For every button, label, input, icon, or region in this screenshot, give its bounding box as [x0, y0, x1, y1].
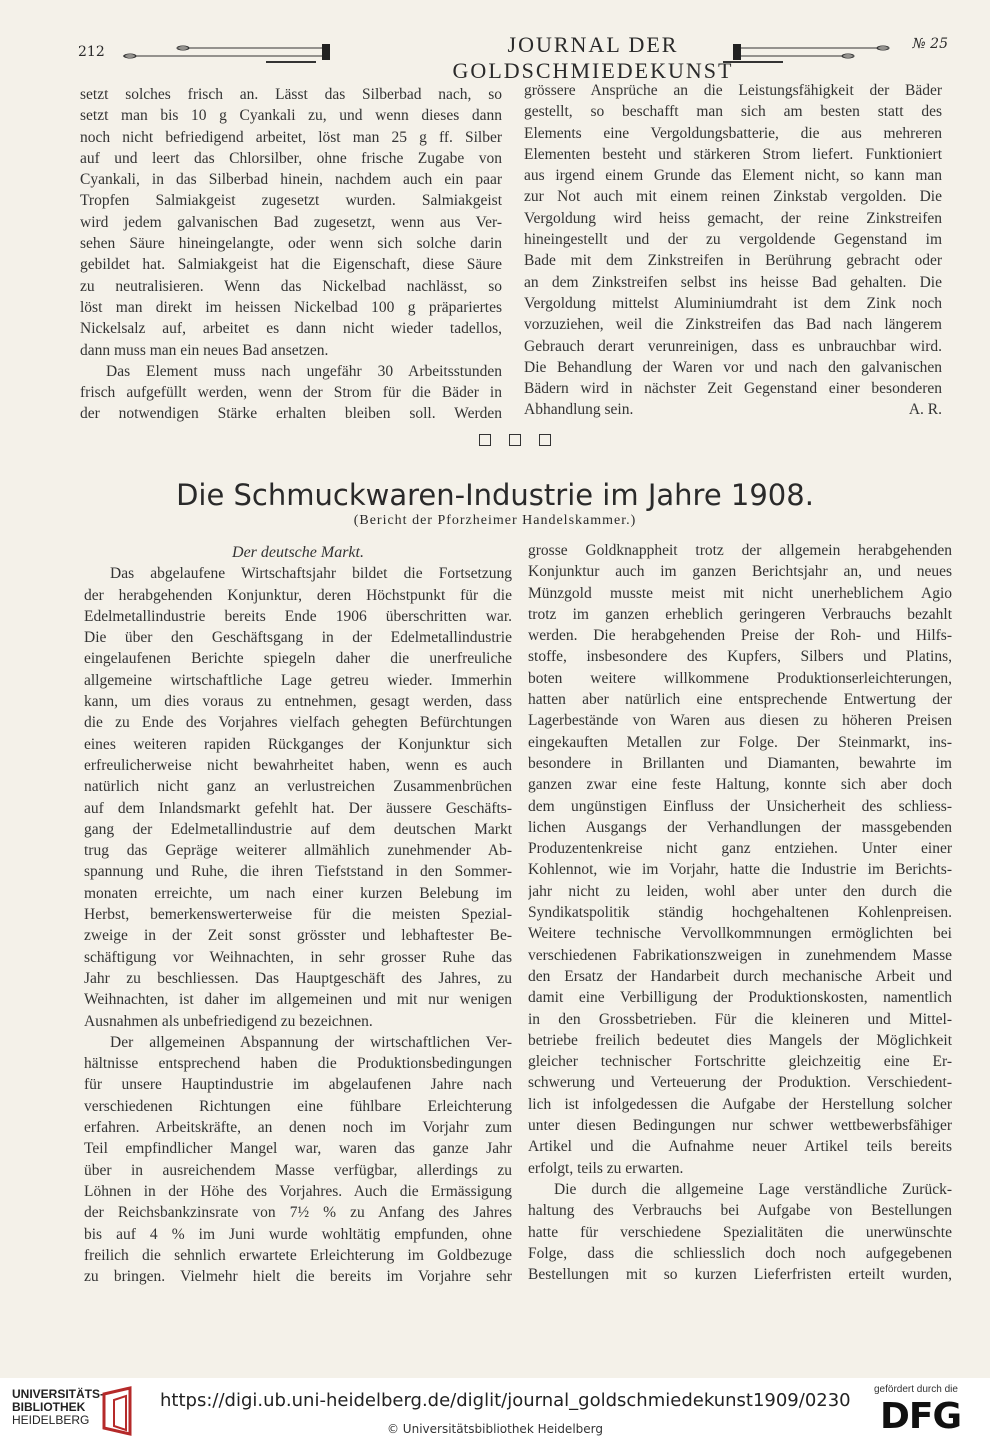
square-icon: [539, 434, 551, 446]
text-line: Tropfen Salmiakgeist zugesetzt wurden. Salmiakgeist: [80, 192, 502, 210]
text-line: Produzentenkreise nicht ganz entziehen. Unter einer: [528, 840, 952, 858]
text-line: hatte für verschiedene Spezialitäten die unerwünschte: [528, 1223, 952, 1241]
text-line: zu bringen. Vielmehr hielt die bereits im Vorjahre sehr: [84, 1268, 512, 1286]
text-line: boten weitere willkommene Produktionserleichterungen,: [528, 669, 952, 687]
text-line: Folge, dass die schliesslich doch noch aufgegebenen: [528, 1244, 952, 1262]
library-name-line: BIBLIOTHEK: [12, 1400, 86, 1414]
text-line: Artikel und die Aufnahme neuer Artikel teils bereits: [528, 1138, 952, 1156]
text-line: betriebe freilich bedeutet dies Mangels der Möglichkeit: [528, 1031, 952, 1049]
text-line: den Ersatz der Handarbeit durch mechanische Arbeit und: [528, 967, 952, 985]
funding-note: gefördert durch die: [874, 1384, 958, 1395]
text-line: jahr nicht zu leiden, wohl aber unter den durch die: [528, 882, 952, 900]
text-line: grössere Ansprüche an die Leistungsfähigkeit der Bäder: [524, 82, 942, 99]
text-line: Das abgelaufene Wirtschaftsjahr bildet die Fortsetzung: [110, 565, 512, 583]
library-name-line: HEIDELBERG: [12, 1413, 90, 1427]
text-line: Bade mit dem Zinkstreifen in Berührung gebracht oder: [524, 252, 942, 270]
text-line: Konjunktur auch im ganzen Berichtsjahr an, und neues: [528, 563, 952, 581]
article-subtitle: (Bericht der Pforzheimer Handelskammer.): [353, 513, 637, 528]
text-line: ganzen zwar eine feste Haltung, konnte sich aber doch: [528, 776, 952, 794]
text-line: in den Grossbetrieben. Für die kleineren und Mittel-: [528, 1010, 952, 1028]
text-line-final: Abhandlung sein.: [524, 401, 634, 419]
text-line: Vergoldung wird heiss gemacht, der reine Zinkstreifen: [524, 209, 942, 227]
text-line: werden. Die herabgehenden Preise der Roh- und Hilfs-: [528, 627, 952, 645]
permalink-url[interactable]: https://digi.ub.uni-heidelberg.de/diglit/journal_goldschmiedekunst1909/0230: [160, 1390, 851, 1411]
article-left-column: [84, 542, 512, 1287]
left-ornament-icon: [118, 34, 338, 64]
text-line: damit eine Verbilligung der Produktionskosten, namentlich: [528, 989, 952, 1007]
text-line: natürlich nicht ganz an verlustreichen Zusammenbrüchen: [84, 778, 512, 796]
text-line: schwerung und Verteuerung der Produktion. Verschiedent-: [528, 1074, 952, 1092]
text-line: Teil empfindlicher Mangel war, waren das ganze Jahr: [84, 1140, 512, 1158]
page-number: 212: [78, 44, 105, 60]
text-line: für unsere Hauptindustrie im abgelaufenen Jahre nach: [84, 1076, 512, 1094]
text-line: verschiedenen Fabrikationszweigen in zunehmendem Masse: [528, 946, 952, 964]
library-name-line: UNIVERSITÄTS-: [12, 1387, 105, 1401]
text-line: [524, 399, 942, 420]
text-line: Ausnahmen als unbefriedigend zu bezeichnen.: [84, 1012, 373, 1030]
text-line: hineingestellt und der zu vergoldende Gegenstand im: [524, 231, 942, 249]
text-line: allgemeine wirtschaftliche Lage getreu wieder. Immerhin: [84, 671, 512, 689]
text-line: noch nicht befriedigend arbeitet, löst man 25 g ff. Silber: [80, 128, 502, 146]
issue-number: № 25: [912, 36, 948, 52]
text-line: zur Not auch mit einem reinen Zinkstab vergolden. Die: [524, 188, 942, 206]
text-line: gestellt, so beschafft man sich am besten statt des: [524, 103, 942, 121]
text-line: Weitere technische Vervollkommnungen ermöglichten bei: [528, 925, 952, 943]
text-line: Jahr zu beschliessen. Das Hauptgeschäft des Jahres, zu: [84, 969, 512, 987]
text-line: dann muss man ein neues Bad ansetzen.: [80, 341, 329, 359]
text-line: aus irgend einem Grunde das Element nicht, so kann man: [524, 167, 942, 185]
text-line: die zu Ende des Vorjahres vielfach gehegten Befürchtungen: [84, 714, 512, 732]
author-signature: A. R.: [908, 401, 942, 419]
text-line: trotz im ganzen erheblich geringeren Verbrauchs bezahlt: [528, 605, 952, 623]
text-line: der herabgehenden Konjunktur, deren Höchstpunkt für die: [84, 586, 512, 604]
text-line: zu neutralisieren. Wenn das Nickelbad nachlässt, so: [80, 277, 502, 295]
text-line: gang der Edelmetallindustrie auf dem deutschen Markt: [84, 820, 512, 838]
text-line: stoffe, insbesondere des Kupfers, Silbers und Platins,: [528, 648, 952, 666]
article-title: Die Schmuckwaren-Industrie im Jahre 1908.: [176, 478, 814, 512]
text-line: lich ist infolgedessen die Aufgabe der Herstellung solcher: [528, 1095, 952, 1113]
text-line: Syndikatspolitik ständig hochgehaltenen Kohlenpreisen.: [528, 904, 952, 922]
text-line: gebildet hat. Salmiakgeist hat die Eigenschaft, diese Säure: [80, 256, 502, 274]
text-line: grosse Goldknappheit trotz der allgemein herabgehenden: [528, 542, 952, 559]
text-line: auf dem Inlandsmarkt gefehlt hat. Der äussere Geschäfts-: [84, 799, 512, 817]
text-line: sehen Säure hineingelangte, oder wenn sich solche darin: [80, 235, 502, 253]
text-line: kann, um dies voraus zu entnehmen, gesagt werden, dass: [84, 693, 512, 711]
text-line: Vergoldung mittelst Aluminiumdraht ist dem Zink noch: [524, 294, 942, 312]
text-line: monaten erreichte, um nach einer kurzen Belebung im: [84, 884, 512, 902]
text-line: besondere in Brillanten und Diamanten, bewahrte im: [528, 754, 952, 772]
text-line: bis auf 4 % im Juni wurde wohltätig empfunden, ohne: [84, 1225, 512, 1243]
text-line: haltung des Verbrauchs bei Aufgabe von Bestellungen: [528, 1202, 952, 1220]
copyright-notice: © Universitätsbibliothek Heidelberg: [386, 1422, 603, 1436]
text-line: Elementen besteht und stärkeren Strom liefert. Funktioniert: [524, 145, 942, 163]
text-line: Gebrauch derart verunreinigen, dass es unbrauchbar wird.: [524, 337, 942, 355]
text-line: Elements eine Vergoldungsbatterie, die aus mehreren: [524, 124, 942, 142]
text-line: hältnisse entsprechend haben die Produktionsbedingungen: [84, 1055, 512, 1073]
text-line: setzt solches frisch an. Lässt das Silberbad nach, so: [80, 86, 502, 103]
square-icon: [509, 434, 521, 446]
text-line: lichen Ausgangs der Verhandlungen der massgebenden: [528, 818, 952, 836]
text-line: hatten aber natürlich eine entsprechende Entwertung der: [528, 691, 952, 709]
text-line: frisch aufgefüllt werden, wenn der Strom für die Bäder in: [80, 384, 502, 402]
text-line: Lagerbestände von Waren aus diesen zu höheren Preisen: [528, 712, 952, 730]
text-line: auf und leert das Chlorsilber, ohne frische Zugabe von: [80, 149, 502, 167]
text-line: zweige in der Zeit sonst grösster und lebhaftester Be-: [84, 927, 512, 945]
text-line: vorzuziehen, weil die Zinkstreifen das Bad nach längerem: [524, 316, 942, 334]
text-line: trug das Gepräge weiterer allmählich zunehmender Ab-: [84, 842, 512, 860]
text-line: wird jedem galvanischen Bad zugesetzt, wenn aus Ver-: [80, 213, 502, 231]
text-line: Bädern wird in nächster Zeit Gegenstand einer besonderen: [524, 380, 942, 398]
section-divider: [475, 434, 555, 450]
viewer-footer: [0, 1378, 990, 1445]
text-line: eingekauften Metallen zur Folge. Der Steinmarkt, ins-: [528, 733, 952, 751]
text-line: spannung und Ruhe, die ihren Tiefststand in den Sommer-: [84, 863, 512, 881]
text-line: Die durch die allgemeine Lage verständliche Zurück-: [554, 1180, 952, 1198]
article-right-column: [528, 540, 952, 1285]
text-line: setzt man bis 10 g Cyankali zu, und wenn dieses dann: [80, 107, 502, 125]
text-line: freilich die sehnlich erwartete Erleichterung im Goldbezuge: [84, 1246, 512, 1264]
right-ornament-icon: [723, 34, 903, 64]
text-line: der notwendigen Stärke erhalten bleiben soll. Werden: [80, 405, 502, 423]
text-line: erfolgt, teils zu erwarten.: [528, 1159, 684, 1177]
text-line: Der allgemeinen Abspannung der wirtschaftlichen Ver-: [110, 1033, 512, 1051]
text-line: über in ausreichendem Masse verfügbar, allerdings zu: [84, 1161, 512, 1179]
top-right-column: [524, 80, 942, 421]
text-line: löst man direkt im heissen Nickelbad 100 g präpariertes: [80, 298, 502, 316]
running-header: [78, 30, 948, 83]
text-line: Die über den Geschäftsgang in der Edelmetallindustrie: [84, 629, 512, 647]
text-line: erfahren. Arbeitskräfte, an denen noch im Vorjahr zum: [84, 1119, 512, 1137]
text-line: Nickelsalz auf, arbeitet es dann nicht wieder tadellos,: [80, 320, 502, 338]
text-line: der Reichsbankzinsrate von 7½ % zu Anfang des Jahres: [84, 1204, 512, 1222]
text-line: Cyankali, in das Silberbad hinein, nachdem auch ein paar: [80, 171, 502, 189]
journal-title: JOURNAL DER GOLDSCHMIEDEKUNST: [452, 32, 734, 83]
text-line: Edelmetallindustrie bereits Ende 1906 überschritten war.: [84, 607, 512, 625]
text-line: gleicher technischer Fortschritte gleichzeitig eine Er-: [528, 1053, 952, 1071]
text-line: schäftigung vor Weihnachten, in sehr grosser Ruhe das: [84, 948, 512, 966]
top-left-column: [80, 84, 502, 425]
text-line: Kohlennot, wie im Vorjahr, hatte die Industrie im Berichts-: [528, 861, 952, 879]
text-line: Die Behandlung der Waren vor und nach den galvanischen: [524, 358, 942, 376]
dfg-logo: DFG: [880, 1396, 962, 1437]
text-line: an dem Zinkstreifen selbst ins heisse Bad gehalten. Die: [524, 273, 942, 291]
section-heading: Der deutsche Markt.: [232, 544, 364, 561]
text-line: Herbst, bemerkenswerterweise für die meisten Spezial-: [84, 906, 512, 924]
text-line: erfreulicherweise nicht bewahrheitet haben, wenn es auch: [84, 756, 512, 774]
text-line: Weihnachten, ist daher im allgemeinen und mit nur wenigen: [84, 991, 512, 1009]
text-line: Bestellungen mit so kurzen Lieferfristen erteilt wurden,: [528, 1266, 952, 1284]
text-line: eingelaufenen Berichte spiegeln daher die unerfreuliche: [84, 650, 512, 668]
text-line: unter diesen Bedingungen nur schwer wettbewerbsfähiger: [528, 1117, 952, 1135]
text-line: Münzgold musste meist mit nicht unerheblichem Agio: [528, 584, 952, 602]
square-icon: [479, 434, 491, 446]
text-line: dem ungünstigen Einfluss der Unsicherheit des schliess-: [528, 797, 952, 815]
text-line: eines weiteren rapiden Rückganges der Konjunktur sich: [84, 735, 512, 753]
text-line: verschiedenen Richtungen eine fühlbare Erleichterung: [84, 1097, 512, 1115]
text-line: Löhnen in der Höhe des Vorjahres. Auch die Ermässigung: [84, 1182, 512, 1200]
text-line: Das Element muss nach ungefähr 30 Arbeitsstunden: [106, 362, 502, 380]
